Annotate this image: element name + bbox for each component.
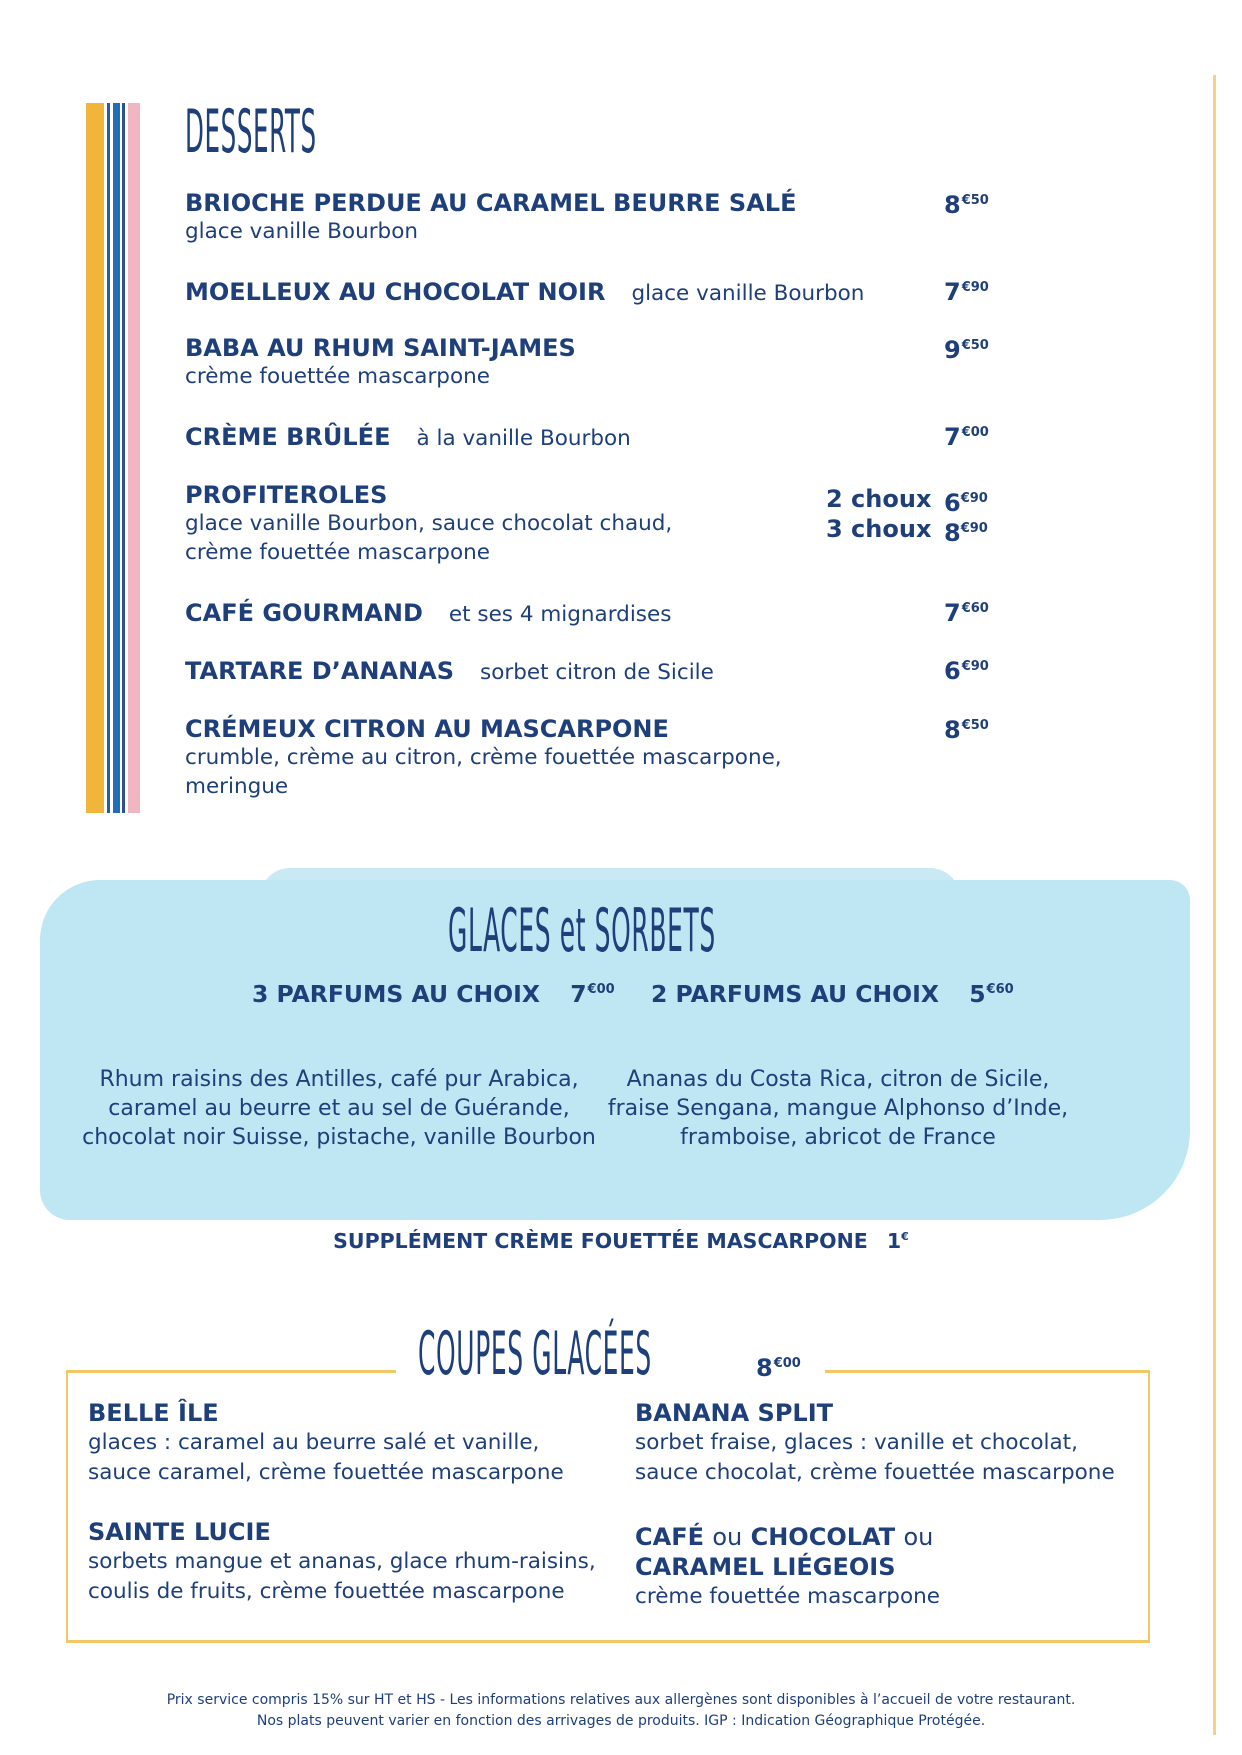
two-flavors-list: Ananas du Costa Rica, citron de Sicile, fraise Sengana, mangue Alphonso d’Inde, framboise, abricot de France <box>607 1067 1069 1150</box>
item-desc: glace vanille Bourbon <box>185 219 418 244</box>
menu-item-moelleux <box>185 278 1005 306</box>
item-name: BABA AU RHUM SAINT-JAMES <box>185 334 576 362</box>
item-price: $8^{€90}$ <box>944 519 988 547</box>
choux-option: 2 choux <box>826 485 932 513</box>
item-desc: glace vanille Bourbon <box>631 281 865 306</box>
item-price: $7^{€00}$ <box>944 423 989 451</box>
item-desc: sorbet citron de Sicile <box>480 660 714 685</box>
item-desc: meringue <box>185 774 289 799</box>
item-desc: à la vanille Bourbon <box>416 426 631 451</box>
item-price: $8^{€50}$ <box>944 716 989 744</box>
three-flavors-list: Rhum raisins des Antilles, café pur Arabica, caramel au beurre et au sel de Guérande, chocolat noir Suisse, pistache, vanille Bourbon <box>82 1067 596 1150</box>
item-price: $9^{€50}$ <box>944 336 989 364</box>
menu-item-creme-brulee <box>185 423 1005 451</box>
item-name: CAFÉ ou CHOCOLAT ou <box>635 1523 934 1551</box>
item-price: $6^{€90}$ <box>944 657 989 685</box>
item-name: CRÈME BRÛLÉE <box>185 423 391 451</box>
item-price: $6^{€90}$ <box>944 489 988 517</box>
item-price: $7^{€90}$ <box>944 278 989 306</box>
item-desc: crème fouettée mascarpone <box>185 540 490 565</box>
item-name: CARAMEL LIÉGEOIS <box>635 1553 896 1581</box>
item-name: PROFITEROLES <box>185 481 388 509</box>
item-name: BRIOCHE PERDUE AU CARAMEL BEURRE SALÉ <box>185 189 797 217</box>
menu-item-brioche <box>185 189 1005 246</box>
coupe-liegeois: CAFÉ ou CHOCOLAT ou CARAMEL LIÉGEOIS crème fouettée mascarpone <box>635 1522 1155 1612</box>
footer-notice: Prix service compris 15% sur HT et HS - Les informations relatives aux allergènes sont disponibles à l’accueil de votre restaurant. Nos plats peuvent varier en fonction des arrivages de produits. IGP : Indication Géographique Protégée. <box>166 1692 1076 1729</box>
supplement-line: SUPPLÉMENT CRÈME FOUETTÉE MASCARPONE 1€ <box>333 1229 909 1253</box>
coupes-price: $8^{€00}$ <box>756 1354 801 1382</box>
item-name: TARTARE D’ANANAS <box>185 657 455 685</box>
item-desc: et ses 4 mignardises <box>448 602 672 627</box>
item-name: MOELLEUX AU CHOCOLAT NOIR <box>185 278 606 306</box>
decorative-stripes <box>86 103 144 813</box>
item-desc: crème fouettée mascarpone <box>185 364 490 389</box>
item-price: $8^{€50}$ <box>944 191 989 219</box>
item-desc: glace vanille Bourbon, sauce chocolat chaud, <box>185 511 673 536</box>
item-name: CRÉMEUX CITRON AU MASCARPONE <box>185 715 669 743</box>
coupe-sainte-lucie: SAINTE LUCIE sorbets mangue et ananas, glace rhum-raisins, coulis de fruits, crème fouettée mascarpone <box>88 1517 608 1607</box>
menu-item-cremeux-citron <box>185 715 1005 801</box>
item-name: BELLE ÎLE <box>88 1399 219 1427</box>
menu-item-tartare-ananas <box>185 657 1005 685</box>
menu-item-baba <box>185 334 1005 391</box>
coupe-belle-ile: BELLE ÎLE glaces : caramel au beurre salé et vanille, sauce caramel, crème fouettée mascarpone <box>88 1398 608 1488</box>
item-name: CAFÉ GOURMAND <box>185 599 423 627</box>
edge-line <box>1213 75 1216 1735</box>
menu-item-cafe-gourmand <box>185 599 1005 627</box>
coupes-title: COUPES GLACÉES <box>418 1320 652 1389</box>
choux-option: 3 choux <box>826 515 932 543</box>
desserts-title: DESSERTS <box>185 98 317 167</box>
item-name: BANANA SPLIT <box>635 1399 834 1427</box>
coupe-banana-split: BANANA SPLIT sorbet fraise, glaces : vanille et chocolat, sauce chocolat, crème fouettée mascarpone <box>635 1398 1155 1488</box>
three-flavors-heading: 3 PARFUMS AU CHOIX $7^{€00}$ <box>252 980 615 1008</box>
item-price: $7^{€60}$ <box>944 599 989 627</box>
item-desc: crumble, crème au citron, crème fouettée mascarpone, <box>185 745 782 770</box>
two-flavors-heading: 2 PARFUMS AU CHOIX $5^{€60}$ <box>651 980 1014 1008</box>
glaces-title: GLACES et SORBETS <box>448 897 716 966</box>
item-name: SAINTE LUCIE <box>88 1518 271 1546</box>
